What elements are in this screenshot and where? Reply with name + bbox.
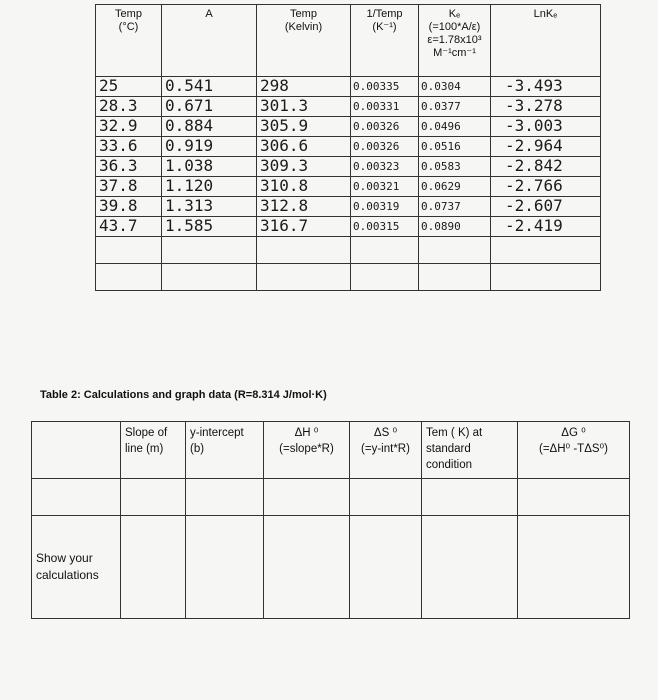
cell-temp-c [96, 157, 162, 177]
handwritten-value: 0.0516 [421, 140, 461, 153]
table2-caption: Table 2: Calculations and graph data (R=8.314 J/mol·K) [40, 389, 327, 401]
empty-cell[interactable] [419, 264, 491, 291]
handwritten-value: 39.8 [99, 196, 138, 215]
value-cell[interactable] [186, 479, 264, 516]
cell-temp-k [257, 217, 351, 237]
empty-cell[interactable] [257, 264, 351, 291]
handwritten-value: 309.3 [260, 156, 309, 175]
value-cell[interactable] [121, 479, 186, 516]
handwritten-value: 0.671 [165, 96, 214, 115]
cell-temp-k [257, 137, 351, 157]
cell-temp-k [257, 77, 351, 97]
cell-absorbance [162, 217, 257, 237]
handwritten-value: -2.419 [505, 216, 563, 235]
cell-absorbance [162, 117, 257, 137]
cell-inverse-temp [351, 137, 419, 157]
handwritten-value: 310.8 [260, 176, 309, 195]
table1-row [96, 197, 601, 217]
empty-cell[interactable] [162, 264, 257, 291]
handwritten-value: -3.278 [505, 96, 563, 115]
handwritten-value: 0.00321 [353, 180, 400, 193]
handwritten-value: 0.884 [165, 116, 214, 135]
handwritten-value: 0.0496 [421, 120, 461, 133]
calc-label-line1: Show your [36, 551, 93, 565]
handwritten-value: 0.00326 [353, 140, 400, 153]
handwritten-value: 0.919 [165, 136, 214, 155]
cell-temp-c [96, 97, 162, 117]
header-delta-g: ΔG ⁰ (=ΔH⁰ -TΔS⁰) [518, 422, 630, 479]
cell-absorbance [162, 177, 257, 197]
cell-ke [419, 97, 491, 117]
cell-absorbance [162, 157, 257, 177]
cell-inverse-temp [351, 157, 419, 177]
handwritten-value: -2.607 [505, 196, 563, 215]
handwritten-value: 312.8 [260, 196, 309, 215]
handwritten-value: 1.313 [165, 196, 214, 215]
handwritten-value: -3.003 [505, 116, 563, 135]
empty-cell[interactable] [162, 237, 257, 264]
handwritten-value: 0.00326 [353, 120, 400, 133]
table1-row [96, 137, 601, 157]
cell-ke [419, 117, 491, 137]
cell-inverse-temp [351, 97, 419, 117]
header-temp-standard: Tem ( K) at standard condition [422, 422, 518, 479]
cell-temp-k [257, 177, 351, 197]
header-delta-s: ΔS ⁰ (=y-int*R) [350, 422, 422, 479]
cell-ln-ke [491, 177, 601, 197]
empty-cell[interactable] [351, 237, 419, 264]
table2-header-row [32, 422, 630, 479]
header-temp-kelvin: Temp (Kelvin) [257, 5, 351, 77]
header-slope: Slope of line (m) [121, 422, 186, 479]
handwritten-value: -2.964 [505, 136, 563, 155]
calc-label-cell [32, 516, 121, 619]
table1-row [96, 77, 601, 97]
table1-row [96, 117, 601, 137]
cell-inverse-temp [351, 117, 419, 137]
cell-temp-c [96, 117, 162, 137]
data-table-1 [95, 4, 601, 291]
handwritten-value: 301.3 [260, 96, 309, 115]
cell-temp-k [257, 197, 351, 217]
cell-ke [419, 217, 491, 237]
empty-cell[interactable] [491, 264, 601, 291]
cell-temp-c [96, 177, 162, 197]
cell-ln-ke [491, 197, 601, 217]
cell-temp-c [96, 77, 162, 97]
header-absorbance: A [162, 5, 257, 77]
data-table-2 [31, 421, 630, 619]
cell-inverse-temp [351, 77, 419, 97]
empty-cell[interactable] [96, 264, 162, 291]
cell-ln-ke [491, 217, 601, 237]
table2-value-row [32, 479, 630, 516]
calc-cell[interactable] [264, 516, 350, 619]
cell-ln-ke [491, 137, 601, 157]
handwritten-value: 0.0583 [421, 160, 461, 173]
handwritten-value: 1.120 [165, 176, 214, 195]
value-cell[interactable] [518, 479, 630, 516]
calc-cell[interactable] [186, 516, 264, 619]
calc-cell[interactable] [121, 516, 186, 619]
empty-cell[interactable] [96, 237, 162, 264]
cell-temp-k [257, 157, 351, 177]
calc-cell[interactable] [350, 516, 422, 619]
cell-ke [419, 157, 491, 177]
handwritten-value: 0.0890 [421, 220, 461, 233]
table1-row [96, 157, 601, 177]
cell-temp-c [96, 137, 162, 157]
table1-header-row [96, 5, 601, 77]
cell-ln-ke [491, 77, 601, 97]
cell-absorbance [162, 197, 257, 217]
handwritten-value: 0.0304 [421, 80, 461, 93]
table2-calculation-row [32, 516, 630, 619]
handwritten-value: 36.3 [99, 156, 138, 175]
cell-inverse-temp [351, 197, 419, 217]
handwritten-value: 28.3 [99, 96, 138, 115]
value-cell[interactable] [264, 479, 350, 516]
handwritten-value: 0.0629 [421, 180, 461, 193]
value-cell[interactable] [422, 479, 518, 516]
handwritten-value: 316.7 [260, 216, 309, 235]
handwritten-value: 43.7 [99, 216, 138, 235]
handwritten-value: 298 [260, 76, 289, 95]
table1-empty-row [96, 264, 601, 291]
table1-row [96, 217, 601, 237]
table1-row [96, 97, 601, 117]
cell-ln-ke [491, 117, 601, 137]
handwritten-value: 306.6 [260, 136, 309, 155]
header-ln-ke: LnKₑ [491, 5, 601, 77]
handwritten-value: -2.842 [505, 156, 563, 175]
handwritten-value: 0.00319 [353, 200, 400, 213]
empty-cell[interactable] [257, 237, 351, 264]
handwritten-value: 0.00323 [353, 160, 400, 173]
handwritten-value: 25 [99, 76, 119, 95]
cell-absorbance [162, 97, 257, 117]
cell-ke [419, 197, 491, 217]
handwritten-value: 0.00331 [353, 100, 400, 113]
calc-label-line2: calculations [36, 568, 99, 582]
cell-temp-c [96, 217, 162, 237]
handwritten-value: 1.038 [165, 156, 214, 175]
header-blank [32, 422, 121, 479]
empty-cell[interactable] [491, 237, 601, 264]
handwritten-value: -3.493 [505, 76, 563, 95]
calc-cell[interactable] [518, 516, 630, 619]
value-cell [32, 479, 121, 516]
handwritten-value: 0.00315 [353, 220, 400, 233]
handwritten-value: 37.8 [99, 176, 138, 195]
cell-inverse-temp [351, 177, 419, 197]
cell-ln-ke [491, 157, 601, 177]
handwritten-value: -2.766 [505, 176, 563, 195]
empty-cell[interactable] [351, 264, 419, 291]
handwritten-value: 0.541 [165, 76, 214, 95]
cell-ke [419, 77, 491, 97]
header-y-intercept: y-intercept (b) [186, 422, 264, 479]
empty-cell[interactable] [419, 237, 491, 264]
cell-temp-k [257, 117, 351, 137]
handwritten-value: 0.0737 [421, 200, 461, 213]
value-cell[interactable] [350, 479, 422, 516]
calc-cell[interactable] [422, 516, 518, 619]
cell-absorbance [162, 77, 257, 97]
handwritten-value: 0.00335 [353, 80, 400, 93]
header-delta-h: ΔH ⁰ (=slope*R) [264, 422, 350, 479]
cell-absorbance [162, 137, 257, 157]
handwritten-value: 1.585 [165, 216, 214, 235]
handwritten-value: 33.6 [99, 136, 138, 155]
cell-temp-c [96, 197, 162, 217]
cell-ke [419, 137, 491, 157]
table1-row [96, 177, 601, 197]
cell-ke [419, 177, 491, 197]
header-inverse-temp: 1/Temp (K⁻¹) [351, 5, 419, 77]
table1-empty-row [96, 237, 601, 264]
handwritten-value: 305.9 [260, 116, 309, 135]
cell-temp-k [257, 97, 351, 117]
handwritten-value: 0.0377 [421, 100, 461, 113]
cell-inverse-temp [351, 217, 419, 237]
cell-ln-ke [491, 97, 601, 117]
header-ke: Kₑ (=100*A/ε) ε=1.78x10³ M⁻¹cm⁻¹ [419, 5, 491, 77]
header-temp-c: Temp (°C) [96, 5, 162, 77]
handwritten-value: 32.9 [99, 116, 138, 135]
